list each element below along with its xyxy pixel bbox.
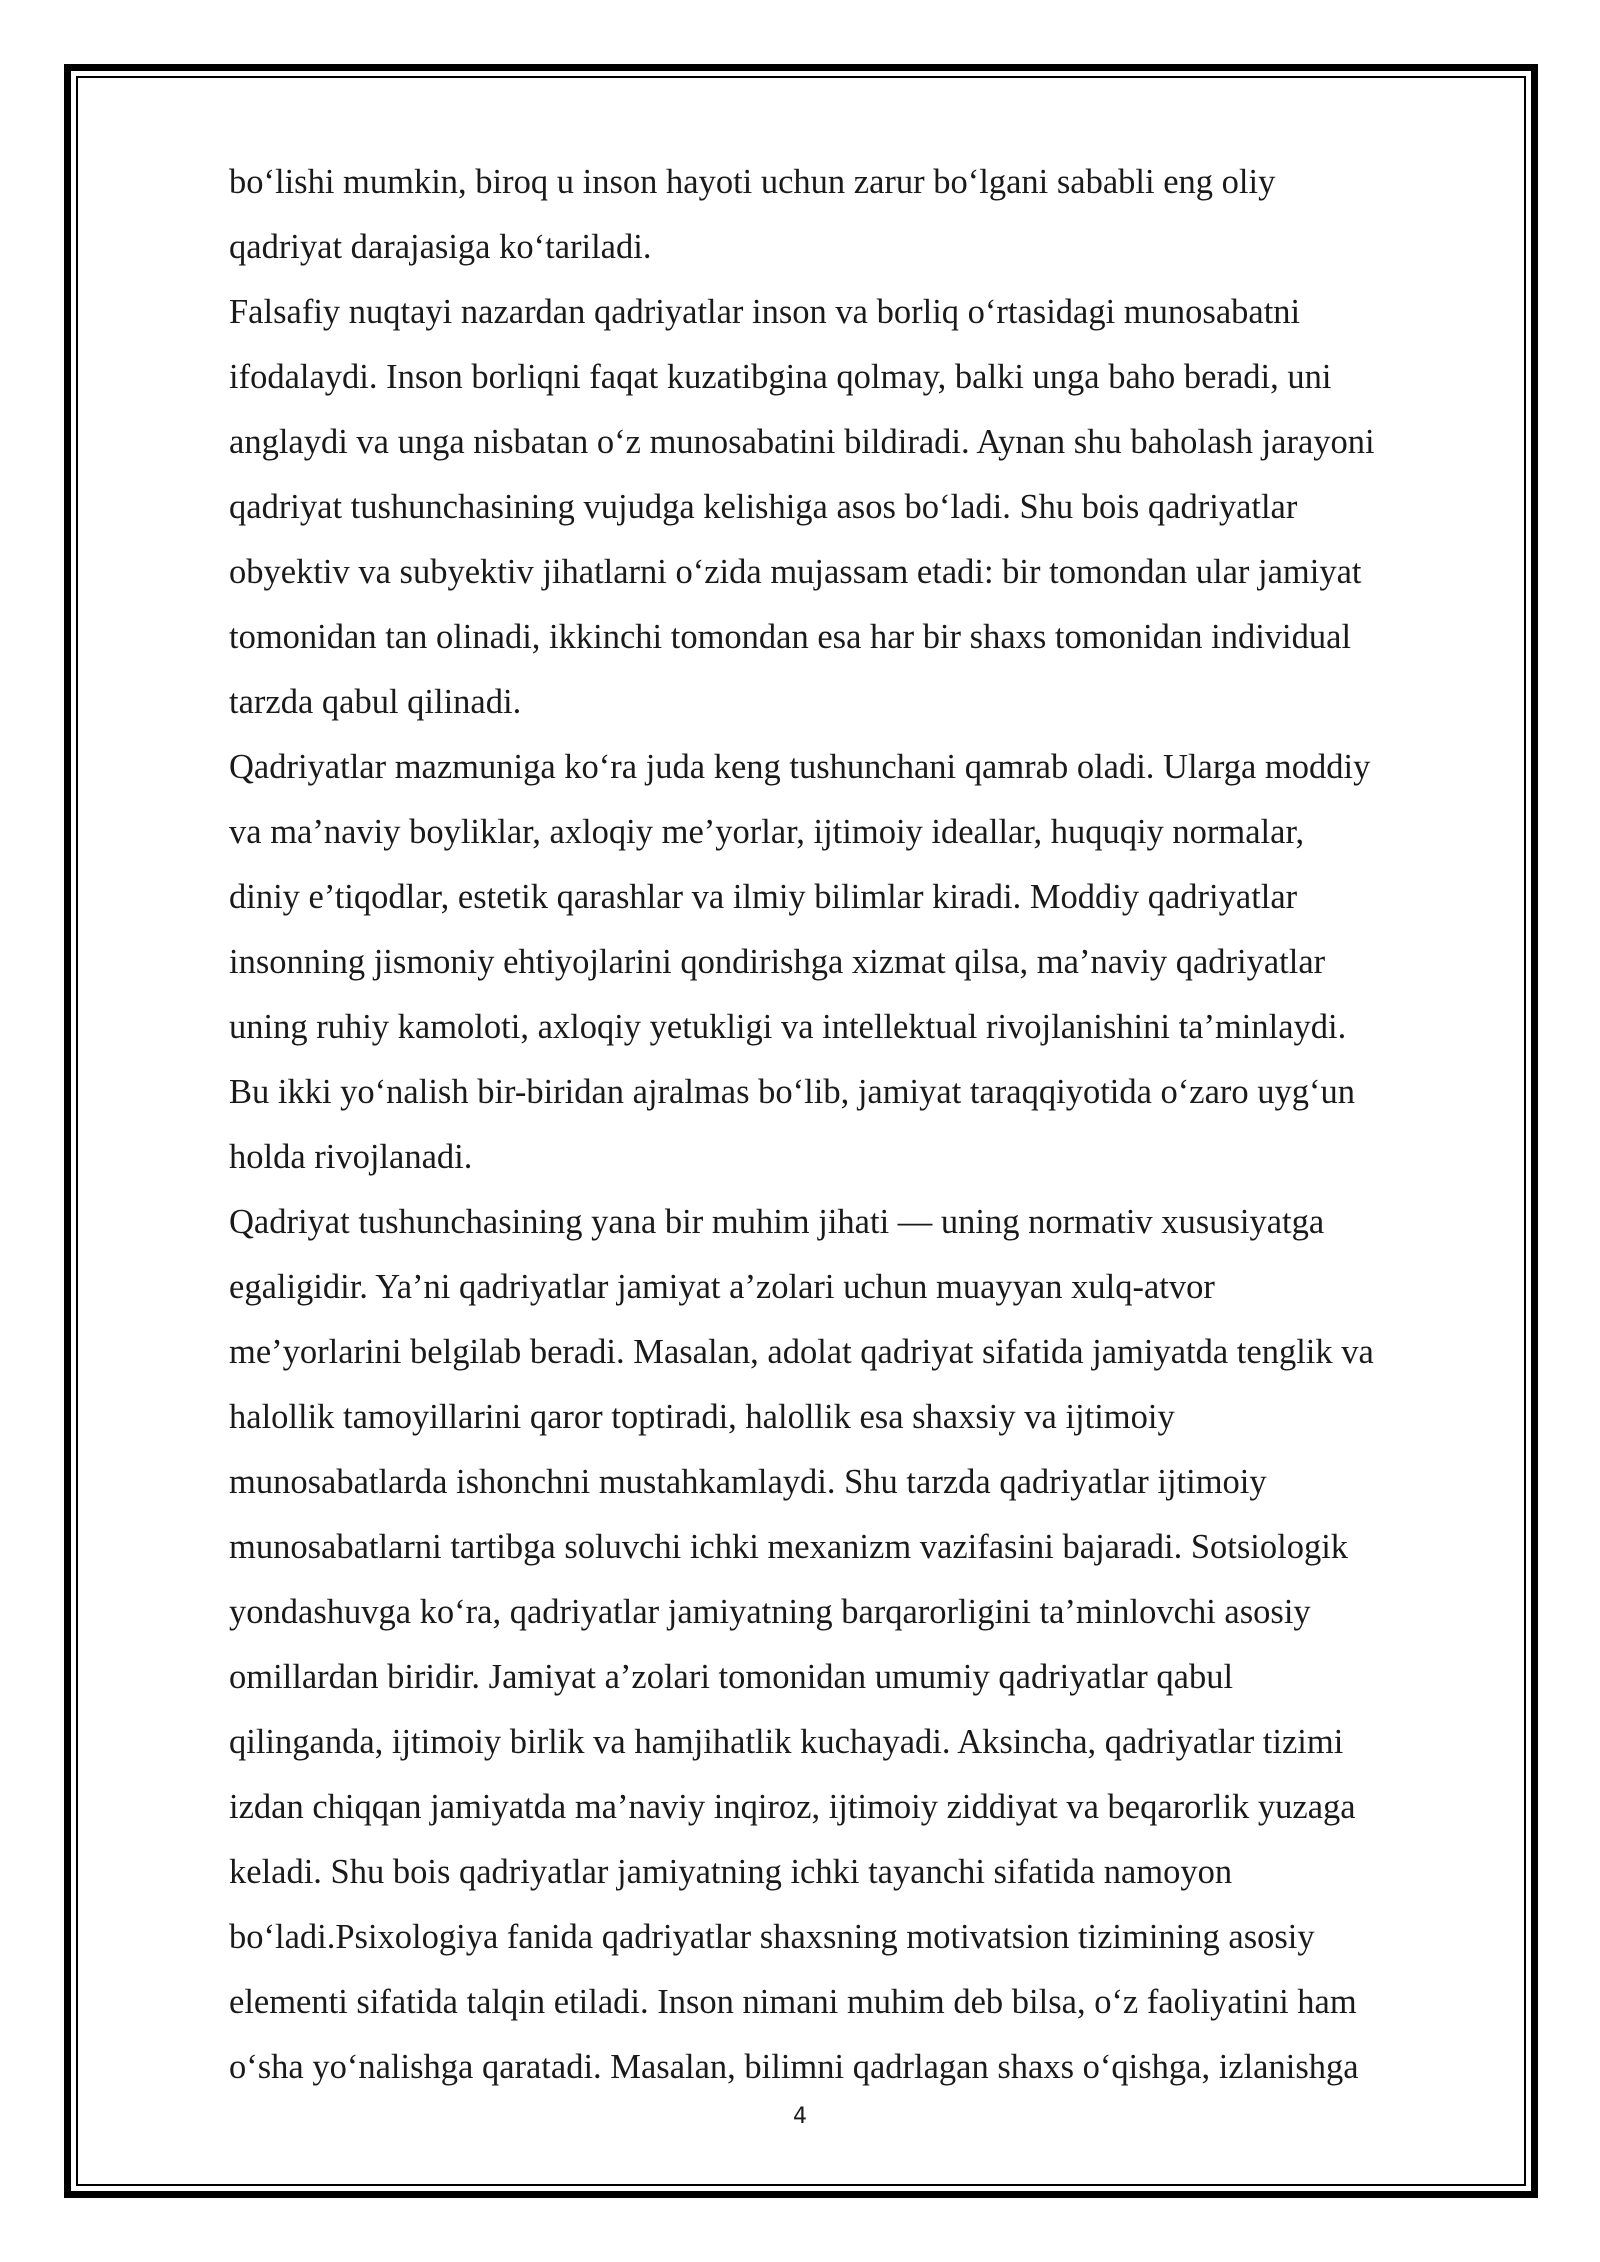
text-line: ifodalaydi. Inson borliqni faqat kuzatibgina qolmay, balki unga baho beradi, uni — [229, 358, 1332, 396]
text-line: qilinganda, ijtimoiy birlik va hamjihatlik kuchayadi. Aksincha, qadriyatlar tizimi — [229, 1723, 1344, 1761]
text-line: egaligidir. Ya’ni qadriyatlar jamiyat a’zolari uchun muayyan xulq-atvor — [229, 1268, 1215, 1306]
text-line: Qadriyat tushunchasining yana bir muhim jihati — uning normativ xususiyatga — [229, 1203, 1325, 1241]
text-line: munosabatlarda ishonchni mustahkamlaydi. Shu tarzda qadriyatlar ijtimoiy — [229, 1463, 1267, 1501]
text-line: munosabatlarni tartibga soluvchi ichki mexanizm vazifasini bajaradi. Sotsiologik — [229, 1528, 1349, 1566]
text-line: uning ruhiy kamoloti, axloqiy yetukligi va intellektual rivojlanishini ta’minlaydi. — [229, 1008, 1347, 1046]
text-line: o‘sha yo‘nalishga qaratadi. Masalan, bilimni qadrlagan shaxs o‘qishga, izlanishga — [229, 2048, 1359, 2086]
text-line: anglaydi va unga nisbatan o‘z munosabatini bildiradi. Aynan shu baholash jarayoni — [229, 423, 1375, 461]
text-line: halollik tamoyillarini qaror toptiradi, halollik esa shaxsiy va ijtimoiy — [229, 1398, 1175, 1436]
page-number: 4 — [793, 2104, 807, 2129]
text-line: tarzda qabul qilinadi. — [229, 683, 522, 721]
text-line: diniy e’tiqodlar, estetik qarashlar va ilmiy bilimlar kiradi. Moddiy qadriyatlar — [229, 878, 1298, 916]
text-line: omillardan biridir. Jamiyat a’zolari tomonidan umumiy qadriyatlar qabul — [229, 1658, 1234, 1696]
text-line: yondashuvga ko‘ra, qadriyatlar jamiyatning barqarorligini ta’minlovchi asosiy — [229, 1593, 1311, 1631]
text-line: elementi sifatida talqin etiladi. Inson nimani muhim deb bilsa, o‘z faoliyatini ham — [229, 1983, 1357, 2021]
text-line: izdan chiqqan jamiyatda ma’naviy inqiroz, ijtimoiy ziddiyat va beqarorlik yuzaga — [229, 1788, 1356, 1826]
text-line: qadriyat tushunchasining vujudga kelishiga asos bo‘ladi. Shu bois qadriyatlar — [229, 488, 1298, 526]
text-line: Falsafiy nuqtayi nazardan qadriyatlar inson va borliq o‘rtasidagi munosabatni — [229, 293, 1301, 331]
page-body-text — [229, 150, 1511, 2100]
text-line: qadriyat darajasiga ko‘tariladi. — [229, 228, 652, 266]
text-line: obyektiv va subyektiv jihatlarni o‘zida mujassam etadi: bir tomondan ular jamiyat — [229, 553, 1362, 591]
text-line: va ma’naviy boyliklar, axloqiy me’yorlar, ijtimoiy ideallar, huquqiy normalar, — [229, 813, 1305, 851]
text-line: bo‘ladi.Psixologiya fanida qadriyatlar shaxsning motivatsion tizimining asosiy — [229, 1918, 1315, 1956]
text-line: keladi. Shu bois qadriyatlar jamiyatning ichki tayanchi sifatida namoyon — [229, 1853, 1233, 1891]
text-line: me’yorlarini belgilab beradi. Masalan, adolat qadriyat sifatida jamiyatda tenglik va — [229, 1333, 1374, 1371]
text-line: Qadriyatlar mazmuniga ko‘ra juda keng tushunchani qamrab oladi. Ularga moddiy — [229, 748, 1371, 786]
text-line: Bu ikki yo‘nalish bir-biridan ajralmas bo‘lib, jamiyat taraqqiyotida o‘zaro uyg‘un — [229, 1073, 1356, 1111]
text-line: bo‘lishi mumkin, biroq u inson hayoti uchun zarur bo‘lgani sababli eng oliy — [229, 163, 1276, 201]
text-line: insonning jismoniy ehtiyojlarini qondirishga xizmat qilsa, ma’naviy qadriyatlar — [229, 943, 1326, 981]
text-line: tomonidan tan olinadi, ikkinchi tomondan esa har bir shaxs tomonidan individual — [229, 618, 1352, 656]
text-line: holda rivojlanadi. — [229, 1138, 473, 1176]
